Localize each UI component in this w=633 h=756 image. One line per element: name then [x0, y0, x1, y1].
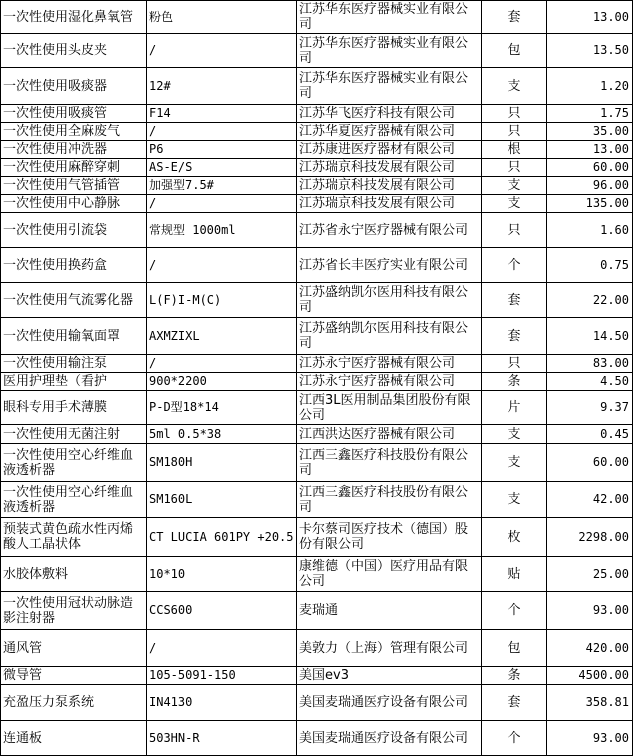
product-name-cell[interactable]: 一次性使用全麻废气 — [1, 123, 147, 141]
unit-cell[interactable]: 个 — [482, 592, 547, 630]
manufacturer-cell[interactable]: 美敦力（上海）管理有限公司 — [297, 630, 482, 667]
manufacturer-cell[interactable]: 卡尔蔡司医疗技术（德国）股份有限公司 — [297, 518, 482, 557]
table-row — [1, 141, 633, 159]
spec-cell[interactable]: F14 — [147, 105, 297, 123]
price-cell[interactable]: 93.00 — [547, 721, 633, 756]
unit-cell[interactable]: 贴 — [482, 557, 547, 592]
spec-cell[interactable]: CT LUCIA 601PY +20.5 — [147, 518, 297, 557]
table-row — [1, 425, 633, 444]
product-name-cell[interactable]: 一次性使用吸痰器 — [1, 68, 147, 105]
manufacturer-cell[interactable]: 江苏华东医疗器械实业有限公司 — [297, 1, 482, 34]
spec-cell[interactable]: 12# — [147, 68, 297, 105]
table-row — [1, 518, 633, 557]
unit-cell[interactable]: 只 — [482, 105, 547, 123]
product-name-cell[interactable]: 水胶体敷料 — [1, 557, 147, 592]
spec-cell[interactable]: 5ml 0.5*38 — [147, 425, 297, 444]
table-row — [1, 34, 633, 68]
price-cell[interactable]: 1.75 — [547, 105, 633, 123]
product-name-cell[interactable]: 一次性使用空心纤维血液透析器 — [1, 444, 147, 482]
manufacturer-cell[interactable]: 美国ev3 — [297, 667, 482, 685]
product-name-cell[interactable]: 一次性使用冠状动脉造影注射器 — [1, 592, 147, 630]
product-name-cell[interactable]: 一次性使用气流雾化器 — [1, 283, 147, 318]
unit-cell[interactable]: 支 — [482, 68, 547, 105]
product-name-cell[interactable]: 通风管 — [1, 630, 147, 667]
price-cell[interactable]: 14.50 — [547, 318, 633, 355]
manufacturer-cell[interactable]: 江苏康进医疗器材有限公司 — [297, 141, 482, 159]
price-cell[interactable]: 13.00 — [547, 1, 633, 34]
table-row — [1, 592, 633, 630]
spec-cell[interactable]: SM180H — [147, 444, 297, 482]
product-name-cell[interactable]: 一次性使用无菌注射 — [1, 425, 147, 444]
table-row — [1, 557, 633, 592]
manufacturer-cell[interactable]: 江苏华东医疗器械实业有限公司 — [297, 68, 482, 105]
table-row — [1, 248, 633, 283]
product-name-cell[interactable]: 一次性使用输氧面罩 — [1, 318, 147, 355]
product-name-cell[interactable]: 充盈压力泵系统 — [1, 685, 147, 721]
spec-cell[interactable]: 常规型 1000ml — [147, 213, 297, 248]
product-name-cell[interactable]: 一次性使用头皮夹 — [1, 34, 147, 68]
product-name-cell[interactable]: 一次性使用空心纤维血液透析器 — [1, 482, 147, 518]
price-cell[interactable]: 96.00 — [547, 177, 633, 195]
spec-cell[interactable]: / — [147, 355, 297, 373]
price-cell[interactable]: 25.00 — [547, 557, 633, 592]
unit-cell[interactable]: 条 — [482, 373, 547, 391]
unit-cell[interactable]: 套 — [482, 283, 547, 318]
price-cell[interactable]: 22.00 — [547, 283, 633, 318]
unit-cell[interactable]: 根 — [482, 141, 547, 159]
manufacturer-cell[interactable]: 江苏省长丰医疗实业有限公司 — [297, 248, 482, 283]
unit-cell[interactable]: 只 — [482, 355, 547, 373]
spec-cell[interactable]: AXMZIXL — [147, 318, 297, 355]
table-row — [1, 177, 633, 195]
unit-cell[interactable]: 套 — [482, 685, 547, 721]
price-cell[interactable]: 420.00 — [547, 630, 633, 667]
spec-cell[interactable]: CCS600 — [147, 592, 297, 630]
manufacturer-cell[interactable]: 江苏永宁医疗器械有限公司 — [297, 373, 482, 391]
manufacturer-cell[interactable]: 江苏瑞京科技发展有限公司 — [297, 195, 482, 213]
price-cell[interactable]: 9.37 — [547, 391, 633, 425]
table-row — [1, 318, 633, 355]
price-cell[interactable]: 358.81 — [547, 685, 633, 721]
manufacturer-cell[interactable]: 江苏盛纳凯尔医用科技有限公司 — [297, 283, 482, 318]
table-row — [1, 482, 633, 518]
manufacturer-cell[interactable]: 江西3L医用制品集团股份有限公司 — [297, 391, 482, 425]
unit-cell[interactable]: 支 — [482, 425, 547, 444]
product-name-cell[interactable]: 预装式黄色疏水性丙烯酸人工晶状体 — [1, 518, 147, 557]
price-cell[interactable]: 0.45 — [547, 425, 633, 444]
price-cell[interactable]: 93.00 — [547, 592, 633, 630]
product-name-cell[interactable]: 一次性使用冲洗器 — [1, 141, 147, 159]
product-name-cell[interactable]: 一次性使用输注泵 — [1, 355, 147, 373]
manufacturer-cell[interactable]: 江西三鑫医疗科技股份有限公司 — [297, 482, 482, 518]
unit-cell[interactable]: 支 — [482, 177, 547, 195]
table-row — [1, 721, 633, 756]
table-row — [1, 373, 633, 391]
manufacturer-cell[interactable]: 美国麦瑞通医疗设备有限公司 — [297, 685, 482, 721]
price-cell[interactable]: 1.20 — [547, 68, 633, 105]
spec-cell[interactable]: 加强型7.5# — [147, 177, 297, 195]
table-row — [1, 195, 633, 213]
product-name-cell[interactable]: 连通板 — [1, 721, 147, 756]
product-name-cell[interactable]: 一次性使用麻醉穿刺 — [1, 159, 147, 177]
manufacturer-cell[interactable]: 江苏瑞京科技发展有限公司 — [297, 159, 482, 177]
spec-cell[interactable]: 900*2200 — [147, 373, 297, 391]
table-row — [1, 685, 633, 721]
table-row — [1, 444, 633, 482]
price-cell[interactable]: 4.50 — [547, 373, 633, 391]
spec-cell[interactable]: / — [147, 195, 297, 213]
price-cell[interactable]: 13.50 — [547, 34, 633, 68]
unit-cell[interactable]: 套 — [482, 318, 547, 355]
manufacturer-cell[interactable]: 江苏省永宁医疗器械有限公司 — [297, 213, 482, 248]
table-row — [1, 630, 633, 667]
unit-cell[interactable]: 只 — [482, 159, 547, 177]
table-row — [1, 1, 633, 34]
spec-cell[interactable]: 10*10 — [147, 557, 297, 592]
price-cell[interactable]: 4500.00 — [547, 667, 633, 685]
table-row — [1, 283, 633, 318]
product-name-cell[interactable]: 一次性使用湿化鼻氧管 — [1, 1, 147, 34]
price-cell[interactable]: 60.00 — [547, 444, 633, 482]
price-cell[interactable]: 1.60 — [547, 213, 633, 248]
spec-cell[interactable]: 105-5091-150 — [147, 667, 297, 685]
spec-cell[interactable]: AS-E/S — [147, 159, 297, 177]
unit-cell[interactable]: 片 — [482, 391, 547, 425]
unit-cell[interactable]: 支 — [482, 195, 547, 213]
price-cell[interactable]: 13.00 — [547, 141, 633, 159]
manufacturer-cell[interactable]: 江苏华夏医疗器械有限公司 — [297, 123, 482, 141]
product-name-cell[interactable]: 一次性使用中心静脉 — [1, 195, 147, 213]
manufacturer-cell[interactable]: 康维德（中国）医疗用品有限公司 — [297, 557, 482, 592]
unit-cell[interactable]: 包 — [482, 630, 547, 667]
table-row — [1, 105, 633, 123]
price-cell[interactable]: 60.00 — [547, 159, 633, 177]
price-cell[interactable]: 35.00 — [547, 123, 633, 141]
product-name-cell[interactable]: 微导管 — [1, 667, 147, 685]
spec-cell[interactable]: P-D型18*14 — [147, 391, 297, 425]
unit-cell[interactable]: 支 — [482, 482, 547, 518]
manufacturer-cell[interactable]: 麦瑞通 — [297, 592, 482, 630]
manufacturer-cell[interactable]: 江苏盛纳凯尔医用科技有限公司 — [297, 318, 482, 355]
spec-cell[interactable]: / — [147, 630, 297, 667]
table-row — [1, 68, 633, 105]
table-row — [1, 123, 633, 141]
manufacturer-cell[interactable]: 江苏瑞京科技发展有限公司 — [297, 177, 482, 195]
unit-cell[interactable]: 套 — [482, 1, 547, 34]
unit-cell[interactable]: 枚 — [482, 518, 547, 557]
price-cell[interactable]: 2298.00 — [547, 518, 633, 557]
price-cell[interactable]: 0.75 — [547, 248, 633, 283]
product-name-cell[interactable]: 一次性使用换药盒 — [1, 248, 147, 283]
product-name-cell[interactable]: 一次性使用引流袋 — [1, 213, 147, 248]
spec-cell[interactable]: / — [147, 248, 297, 283]
price-cell[interactable]: 135.00 — [547, 195, 633, 213]
price-cell[interactable]: 42.00 — [547, 482, 633, 518]
unit-cell[interactable]: 只 — [482, 213, 547, 248]
manufacturer-cell[interactable]: 江西洪达医疗器械有限公司 — [297, 425, 482, 444]
spec-cell[interactable]: 503HN-R — [147, 721, 297, 756]
manufacturer-cell[interactable]: 江西三鑫医疗科技股份有限公司 — [297, 444, 482, 482]
spec-cell[interactable]: P6 — [147, 141, 297, 159]
product-name-cell[interactable]: 眼科专用手术薄膜 — [1, 391, 147, 425]
unit-cell[interactable]: 个 — [482, 721, 547, 756]
manufacturer-cell[interactable]: 美国麦瑞通医疗设备有限公司 — [297, 721, 482, 756]
spec-cell[interactable]: / — [147, 123, 297, 141]
manufacturer-cell[interactable]: 江苏永宁医疗器械有限公司 — [297, 355, 482, 373]
product-name-cell[interactable]: 医用护理垫（看护 — [1, 373, 147, 391]
spec-cell[interactable]: 粉色 — [147, 1, 297, 34]
unit-cell[interactable]: 包 — [482, 34, 547, 68]
table-row — [1, 159, 633, 177]
price-cell[interactable]: 83.00 — [547, 355, 633, 373]
unit-cell[interactable]: 支 — [482, 444, 547, 482]
spec-cell[interactable]: IN4130 — [147, 685, 297, 721]
spec-cell[interactable]: / — [147, 34, 297, 68]
unit-cell[interactable]: 个 — [482, 248, 547, 283]
manufacturer-cell[interactable]: 江苏华东医疗器械实业有限公司 — [297, 34, 482, 68]
unit-cell[interactable]: 只 — [482, 123, 547, 141]
product-name-cell[interactable]: 一次性使用气管插管 — [1, 177, 147, 195]
unit-cell[interactable]: 条 — [482, 667, 547, 685]
table-row — [1, 355, 633, 373]
spec-cell[interactable]: L(F)I-M(C) — [147, 283, 297, 318]
manufacturer-cell[interactable]: 江苏华飞医疗科技有限公司 — [297, 105, 482, 123]
spec-cell[interactable]: SM160L — [147, 482, 297, 518]
table-row — [1, 391, 633, 425]
table-row — [1, 667, 633, 685]
table-row — [1, 213, 633, 248]
product-name-cell[interactable]: 一次性使用吸痰管 — [1, 105, 147, 123]
